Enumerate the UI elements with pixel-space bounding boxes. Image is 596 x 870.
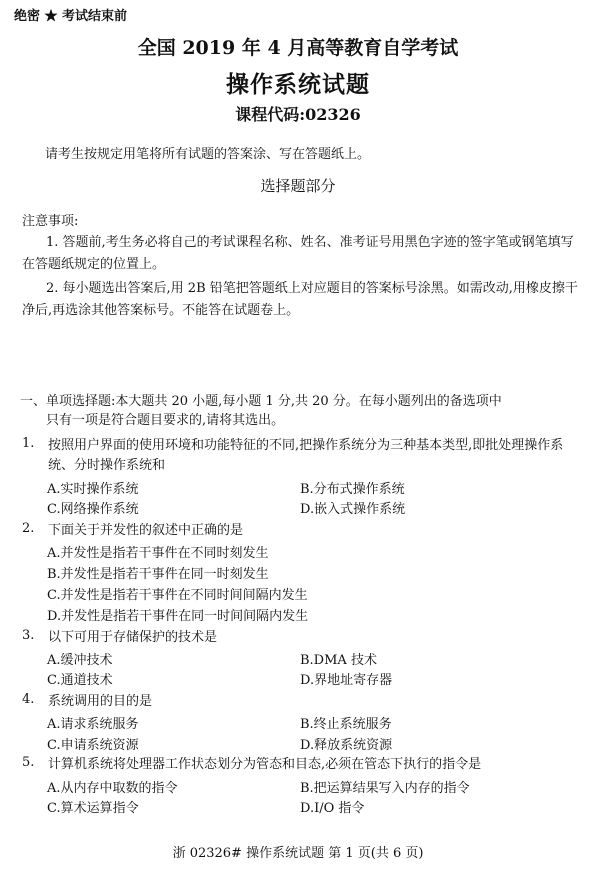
part-one-heading (20, 392, 580, 430)
question-number: 2. (22, 521, 35, 536)
question-text: 计算机系统将处理器工作状态划分为管态和目态,必须在管态下执行的指令是 (48, 757, 482, 772)
question-5-option-a: A.从内存中取数的指令 (47, 781, 178, 796)
question-2-option-c: C.并发性是指若干事件在不同时间间隔内发生 (47, 588, 308, 603)
question-number: 5. (22, 755, 35, 770)
question-4-option-a: A.请求系统服务 (47, 717, 139, 732)
question-2-option-a: A.并发性是指若干事件在不同时刻发生 (47, 546, 269, 561)
question-4-option-c: C.申请系统资源 (47, 738, 139, 753)
note-item: 1. 答题前,考生务必将自己的考试课程名称、姓名、准考证号用黑色字迹的签字笔或钢笔填写在答题纸规定的位置上。 (22, 235, 574, 272)
notes-heading: 注意事项: (22, 214, 79, 229)
part-one-heading-line2: 只有一项是符合题目要求的,请将其选出。 (46, 413, 285, 428)
question-number: 3. (22, 628, 35, 643)
question-3-option-b: B.DMA 技术 (300, 653, 377, 668)
question-1-option-d: D.嵌入式操作系统 (300, 502, 406, 517)
course-code: 课程代码:02326 (235, 105, 361, 124)
question-text: 系统调用的目的是 (48, 694, 153, 709)
question-3-option-d: D.界地址寄存器 (300, 673, 393, 688)
exam-title: 全国 2019 年 4 月高等教育自学考试 (137, 37, 459, 59)
subject-title: 操作系统试题 (226, 71, 370, 98)
answer-instruction: 请考生按规定用笔将所有试题的答案涂、写在答题纸上。 (45, 147, 371, 162)
note-item: 2. 每小题选出答案后,用 2B 铅笔把答题纸上对应题目的答案标号涂黑。如需改动,用橡皮擦干净后,再选涂其他答案标号。不能答在试题卷上。 (22, 281, 578, 318)
question-1-option-a: A.实时操作系统 (47, 482, 139, 497)
question-1-option-c: C.网络操作系统 (47, 502, 139, 517)
question-text: 以下可用于存储保护的技术是 (48, 630, 218, 645)
question-number: 1. (22, 436, 35, 451)
question-3-option-c: C.通道技术 (47, 673, 113, 688)
question-number: 4. (22, 692, 35, 707)
question-5-option-d: D.I/O 指令 (300, 801, 365, 816)
question-text: 下面关于并发性的叙述中正确的是 (48, 523, 244, 538)
question-5-option-b: B.把运算结果写入内存的指令 (300, 781, 470, 796)
question-5-option-c: C.算术运算指令 (47, 801, 139, 816)
page-footer: 浙 02326# 操作系统试题 第 1 页(共 6 页) (172, 846, 424, 861)
part-one-heading-line1: 一、单项选择题:本大题共 20 小题,每小题 1 分,共 20 分。在每小题列出的备选项中 (20, 394, 502, 409)
confidential-label: 绝密 ★ 考试结束前 (14, 9, 128, 24)
question-2-option-d: D.并发性是指若干事件在同一时间间隔内发生 (47, 609, 309, 624)
question-1-option-b: B.分布式操作系统 (300, 482, 405, 497)
section-title: 选择题部分 (260, 177, 336, 195)
question-2-option-b: B.并发性是指若干事件在同一时刻发生 (47, 567, 269, 582)
question-4-option-b: B.终止系统服务 (300, 717, 392, 732)
question-text: 按照用户界面的使用环境和功能特征的不同,把操作系统分为三种基本类型,即批处理操作系统、分时操作系统和 (48, 438, 564, 473)
question-4-option-d: D.释放系统资源 (300, 738, 393, 753)
question-3-option-a: A.缓冲技术 (47, 653, 113, 668)
